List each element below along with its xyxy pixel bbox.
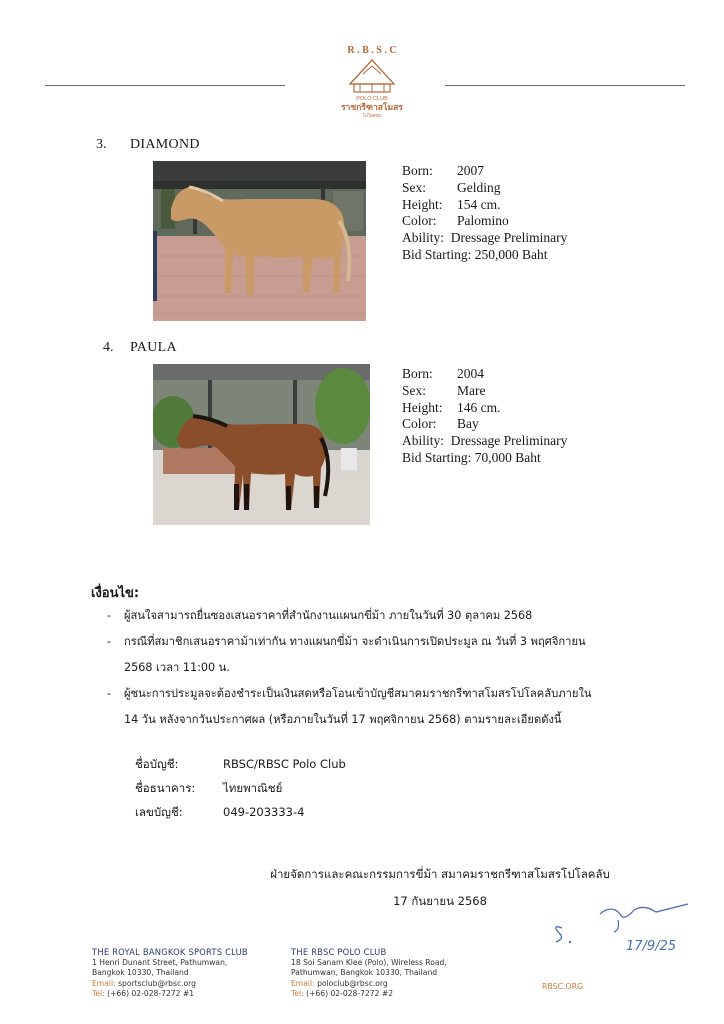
condition-item: - ผู้สนใจสามารถยื่นซองเสนอราคาที่สำนักงานแผนกขี่ม้า ภายในวันที่ 30 ตุลาคม 2568 [107,609,533,622]
spec-height: Height: 154 cm. [402,196,501,212]
handwritten-date: 17/9/25 [626,939,677,954]
spec-color: Color: Palomino [402,213,509,229]
spec-born: Born: 2004 [402,366,484,381]
spec-bid-starting: Bid Starting: 250,000 Baht [402,246,548,262]
horse-specs-paula [402,366,567,467]
spec-born: Born: 2007 [402,163,484,178]
handwritten-signature [548,900,698,960]
conditions-list [107,603,667,733]
condition-item: - ผู้ชนะการประมูลจะต้องชำระเป็นเงินสดหรือโอนเข้าบัญชีสมาคมราชกรีฑาสโมสรโปโลคลับภายใน 14 วัน หลังจากวันประกาศผล (หรือภายในวันที่ 17 พฤศจิกายน 2568) ตามรายละเอียดดังนี้ [107,687,592,726]
footer-website-link[interactable]: RBSC.ORG [542,982,584,991]
footer-title: THE RBSC POLO CLUB [291,947,387,957]
spec-ability: Ability: Dressage Preliminary [402,433,568,449]
logo-initials: R . B . S . C [347,45,397,56]
footer-sports-club: THE ROYAL BANGKOK SPORTS CLUB 1 Henri Dunant Street, Pathumwan, Bangkok 10330, Thailand Email: sportsclub@rbsc.org Tel: (+66) 02-028-7272 #1 [92,947,248,999]
conditions-title: เงื่อนไข: [91,586,140,601]
footer-title: THE ROYAL BANGKOK SPORTS CLUB [92,947,248,957]
spec-color: Color: Bay [402,416,479,432]
bank-account-info [135,756,346,828]
footer-tel: Tel: (+66) 02-028-7272 #2 [291,989,394,999]
footer-tel: Tel: (+66) 02-028-7272 #1 [92,989,195,999]
spec-sex: Sex: Mare [402,382,486,398]
footer-email: Email: sportsclub@rbsc.org [92,978,196,988]
account-number-row: เลขบัญชี: 049-203333-4 [135,805,305,819]
logo-subtitle: POLO CLUB [356,96,388,102]
condition-item: - กรณีที่สมาชิกเสนอราคาม้าเท่ากัน ทางแผนกขี่ม้า จะดำเนินการเปิดประมูล ณ วันที่ 3 พฤศจิกายน 2568 เวลา 11:00 น. [107,635,586,674]
bank-name-row: ชื่อธนาคาร: ไทยพาณิชย์ [135,781,283,795]
horse-specs-diamond [402,163,567,264]
spec-bid-starting: Bid Starting: 70,000 Baht [402,449,541,465]
spec-height: Height: 146 cm. [402,399,501,415]
spec-ability: Ability: Dressage Preliminary [402,230,568,246]
club-logo [330,40,414,120]
footer-polo-club: THE RBSC POLO CLUB 18 Soi Sanam Klee (Polo), Wireless Road, Pathumwan, Bangkok 10330, Thailand Email: poloclub@rbsc.org Tel: (+66) 02-028-7272 #2 [291,947,447,999]
logo-thai-name: ราชกรีฑาสโมสร [341,103,403,113]
horse-name: PAULA [130,340,177,355]
horse-number: 4. [103,340,114,355]
footer-email: Email: poloclub@rbsc.org [291,978,388,988]
signature-org: ฝ่ายจัดการและคณะกรรมการขี่ม้า สมาคมราชกรีฑาสโมสรโปโลคลับ [270,867,610,881]
signature-date: 17 กันยายน 2568 [393,894,487,908]
horse-name: DIAMOND [130,137,200,152]
logo-thai-sub: โปโลคลับ [362,114,382,119]
horse-number: 3. [96,137,107,152]
header-rule-left [45,85,285,86]
header-rule-right [445,85,685,86]
account-name-row: ชื่อบัญชี: RBSC/RBSC Polo Club [135,757,346,771]
horse-photo-diamond [153,161,366,321]
spec-sex: Sex: Gelding [402,179,501,195]
horse-photo-paula [153,364,370,525]
